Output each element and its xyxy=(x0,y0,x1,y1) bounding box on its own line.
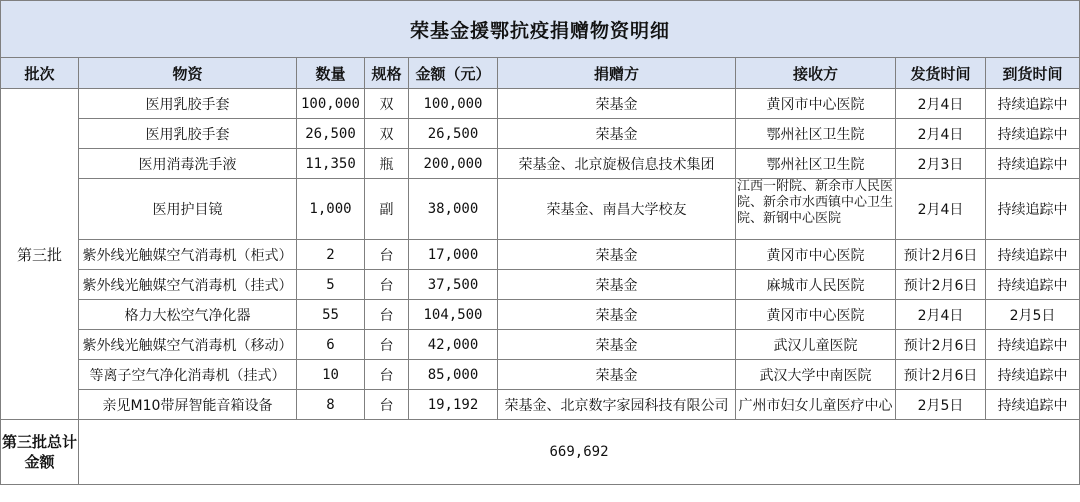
recipient-cell[interactable] xyxy=(736,179,896,240)
amount-cell[interactable]: 100,000 xyxy=(409,89,498,119)
table-row xyxy=(1,89,1080,119)
recipient-cell[interactable]: 黄冈市中心医院 xyxy=(736,240,896,270)
table-row xyxy=(1,300,1080,330)
item-cell[interactable]: 紫外线光触媒空气消毒机（挂式） xyxy=(79,270,297,300)
header-arrival[interactable]: 到货时间 xyxy=(986,58,1080,89)
donor-cell[interactable]: 荣基金 xyxy=(498,89,736,119)
amount-cell[interactable]: 26,500 xyxy=(409,119,498,149)
amount-cell[interactable]: 42,000 xyxy=(409,330,498,360)
item-cell[interactable]: 医用消毒洗手液 xyxy=(79,149,297,179)
recipient-cell[interactable]: 武汉儿童医院 xyxy=(736,330,896,360)
amount-cell[interactable]: 37,500 xyxy=(409,270,498,300)
qty-cell[interactable]: 26,500 xyxy=(297,119,365,149)
table-row xyxy=(1,240,1080,270)
qty-cell[interactable]: 2 xyxy=(297,240,365,270)
item-cell[interactable]: 医用护目镜 xyxy=(79,179,297,240)
ship-cell[interactable]: 预计2月6日 xyxy=(896,240,986,270)
unit-cell[interactable]: 台 xyxy=(365,360,409,390)
recipient-cell[interactable]: 黄冈市中心医院 xyxy=(736,300,896,330)
recipient-cell[interactable]: 武汉大学中南医院 xyxy=(736,360,896,390)
header-qty[interactable]: 数量 xyxy=(297,58,365,89)
total-amount[interactable]: 669,692 xyxy=(79,420,1080,485)
arrival-cell[interactable]: 持续追踪中 xyxy=(986,240,1080,270)
header-donor[interactable]: 捐赠方 xyxy=(498,58,736,89)
recipient-cell[interactable]: 鄂州社区卫生院 xyxy=(736,119,896,149)
donor-cell[interactable]: 荣基金 xyxy=(498,360,736,390)
item-cell[interactable]: 医用乳胶手套 xyxy=(79,89,297,119)
qty-cell[interactable]: 100,000 xyxy=(297,89,365,119)
ship-cell[interactable]: 2月5日 xyxy=(896,390,986,420)
unit-cell[interactable]: 台 xyxy=(365,300,409,330)
arrival-cell[interactable]: 持续追踪中 xyxy=(986,270,1080,300)
donor-cell[interactable]: 荣基金 xyxy=(498,119,736,149)
unit-cell[interactable]: 副 xyxy=(365,179,409,240)
item-cell[interactable]: 紫外线光触媒空气消毒机（柜式） xyxy=(79,240,297,270)
title-row xyxy=(1,1,1080,58)
recipient-cell[interactable]: 鄂州社区卫生院 xyxy=(736,149,896,179)
unit-cell[interactable]: 台 xyxy=(365,330,409,360)
item-cell[interactable]: 格力大松空气净化器 xyxy=(79,300,297,330)
ship-cell[interactable]: 2月3日 xyxy=(896,149,986,179)
unit-cell[interactable]: 台 xyxy=(365,240,409,270)
donor-cell[interactable]: 荣基金 xyxy=(498,240,736,270)
table-title[interactable]: 荣基金援鄂抗疫捐赠物资明细 xyxy=(1,1,1080,58)
header-amount[interactable]: 金额（元） xyxy=(409,58,498,89)
donor-cell[interactable]: 荣基金、南昌大学校友 xyxy=(498,179,736,240)
donor-cell[interactable]: 荣基金 xyxy=(498,270,736,300)
table-row xyxy=(1,270,1080,300)
total-row xyxy=(1,420,1080,485)
recipient-cell[interactable]: 麻城市人民医院 xyxy=(736,270,896,300)
qty-cell[interactable]: 11,350 xyxy=(297,149,365,179)
ship-cell[interactable]: 2月4日 xyxy=(896,89,986,119)
table-row xyxy=(1,179,1080,240)
qty-cell[interactable]: 1,000 xyxy=(297,179,365,240)
header-recipient[interactable]: 接收方 xyxy=(736,58,896,89)
recipient-cell[interactable]: 黄冈市中心医院 xyxy=(736,89,896,119)
item-cell[interactable]: 等离子空气净化消毒机（挂式） xyxy=(79,360,297,390)
donor-cell[interactable]: 荣基金、北京数字家园科技有限公司 xyxy=(498,390,736,420)
unit-cell[interactable]: 双 xyxy=(365,119,409,149)
arrival-cell[interactable]: 持续追踪中 xyxy=(986,330,1080,360)
header-ship-date[interactable]: 发货时间 xyxy=(896,58,986,89)
donor-cell[interactable]: 荣基金、北京旋极信息技术集团 xyxy=(498,149,736,179)
amount-cell[interactable]: 104,500 xyxy=(409,300,498,330)
ship-cell[interactable]: 预计2月6日 xyxy=(896,270,986,300)
arrival-cell[interactable]: 持续追踪中 xyxy=(986,89,1080,119)
ship-cell[interactable]: 预计2月6日 xyxy=(896,360,986,390)
ship-cell[interactable]: 预计2月6日 xyxy=(896,330,986,360)
table-row xyxy=(1,119,1080,149)
qty-cell[interactable]: 8 xyxy=(297,390,365,420)
header-item[interactable]: 物资 xyxy=(79,58,297,89)
qty-cell[interactable]: 55 xyxy=(297,300,365,330)
qty-cell[interactable]: 5 xyxy=(297,270,365,300)
arrival-cell[interactable]: 持续追踪中 xyxy=(986,149,1080,179)
item-cell[interactable]: 亲见M10带屏智能音箱设备 xyxy=(79,390,297,420)
table-row xyxy=(1,330,1080,360)
qty-cell[interactable]: 6 xyxy=(297,330,365,360)
unit-cell[interactable]: 双 xyxy=(365,89,409,119)
unit-cell[interactable]: 瓶 xyxy=(365,149,409,179)
unit-cell[interactable]: 台 xyxy=(365,270,409,300)
arrival-cell[interactable]: 持续追踪中 xyxy=(986,119,1080,149)
recipient-text: 江西一附院、新余市人民医院、新余市水西镇中心卫生院、新钢中心医院 xyxy=(737,179,894,226)
arrival-cell[interactable]: 持续追踪中 xyxy=(986,360,1080,390)
table-row xyxy=(1,390,1080,420)
amount-cell[interactable]: 38,000 xyxy=(409,179,498,240)
ship-cell[interactable]: 2月4日 xyxy=(896,119,986,149)
ship-cell[interactable]: 2月4日 xyxy=(896,179,986,240)
header-batch[interactable]: 批次 xyxy=(1,58,79,89)
amount-cell[interactable]: 19,192 xyxy=(409,390,498,420)
batch-cell[interactable]: 第三批 xyxy=(1,89,79,420)
qty-cell[interactable]: 10 xyxy=(297,360,365,390)
unit-cell[interactable]: 台 xyxy=(365,390,409,420)
recipient-cell[interactable]: 广州市妇女儿童医疗中心 xyxy=(736,390,896,420)
donor-cell[interactable]: 荣基金 xyxy=(498,330,736,360)
arrival-cell[interactable]: 持续追踪中 xyxy=(986,390,1080,420)
donor-cell[interactable]: 荣基金 xyxy=(498,300,736,330)
item-cell[interactable]: 紫外线光触媒空气消毒机（移动） xyxy=(79,330,297,360)
header-row xyxy=(1,58,1080,89)
amount-cell[interactable]: 85,000 xyxy=(409,360,498,390)
arrival-cell[interactable]: 2月5日 xyxy=(986,300,1080,330)
ship-cell[interactable]: 2月4日 xyxy=(896,300,986,330)
arrival-cell[interactable]: 持续追踪中 xyxy=(986,179,1080,240)
table-row xyxy=(1,149,1080,179)
table-row xyxy=(1,360,1080,390)
amount-cell[interactable]: 17,000 xyxy=(409,240,498,270)
item-cell[interactable]: 医用乳胶手套 xyxy=(79,119,297,149)
amount-cell[interactable]: 200,000 xyxy=(409,149,498,179)
total-label[interactable]: 第三批总计金额 xyxy=(1,420,79,485)
header-unit[interactable]: 规格 xyxy=(365,58,409,89)
